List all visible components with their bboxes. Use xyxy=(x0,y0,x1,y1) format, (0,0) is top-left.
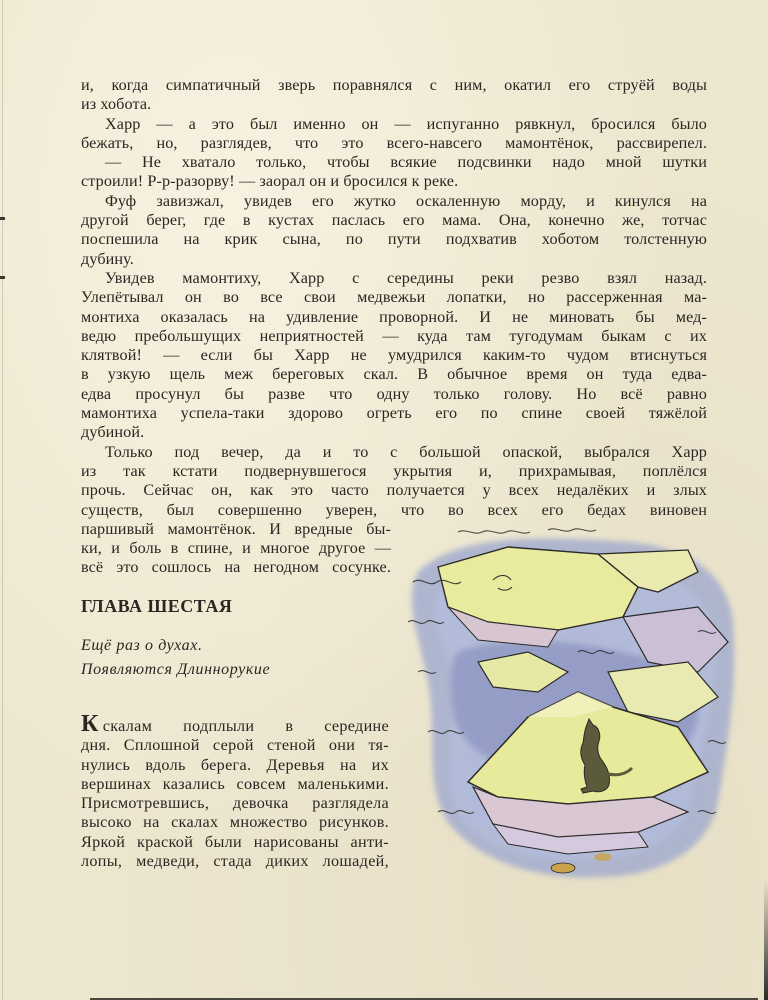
text-line: в узкую щель меж береговых скал. В обычное время он туда едва- xyxy=(81,365,707,384)
text-line: высоко на скалах множество рисунков. xyxy=(81,813,389,832)
text-line: нулись вдоль берега. Деревья на их xyxy=(81,755,389,774)
ice-floe-illustration-icon xyxy=(398,512,743,887)
text-line: другой берег, где в кустах паслась его мама. Она, конечно же, тотчас xyxy=(81,211,707,230)
text-line: из хобота. xyxy=(81,95,152,114)
text-line: мамонтиха успела-таки здорово огреть его по спине своей тяжёлой xyxy=(81,404,707,423)
text-line: из так кстати подвернувшегося укрытия и, прихрамывая, поплёлся xyxy=(81,461,707,480)
text-line: Яркой краской были нарисованы анти- xyxy=(81,832,389,851)
text-line: едва просунул бы разве что одну только голову. Но всё равно xyxy=(81,384,707,403)
text-line: Улепётывал он во все свои медвежьи лопатки, но рассерженная ма- xyxy=(81,288,707,307)
margin-mark xyxy=(0,217,5,220)
text-line: ки, и боль в спине, и многое другое — xyxy=(81,539,391,558)
body-text xyxy=(81,76,707,578)
text-line: существ, был совершенно уверен, что во всех его бедах виновен xyxy=(81,500,707,519)
text-line: поспешила на крик сына, по пути подхватив хоботом толстенную xyxy=(81,230,707,249)
text-line: Присмотревшись, девочка разглядела xyxy=(81,794,389,813)
text-line: Только под вечер, да и то с большой опаской, выбрался Харр xyxy=(105,442,707,461)
text-line: и, когда симпатичный зверь поравнялся с ним, окатил его струёй воды xyxy=(81,76,707,94)
text-line: клятвой! — если бы Харр не умудрился каким-то чудом втиснуться xyxy=(81,346,707,365)
text-line: прочь. Сейчас он, как это часто получается у всех недалёких и злых xyxy=(81,481,707,500)
chapter-subtitle-line: Появляются Длиннорукие xyxy=(81,661,271,678)
chapter-subtitle-line: Ещё раз о духах. xyxy=(81,637,203,654)
text-line: вершинах казались совсем маленькими. xyxy=(81,774,389,793)
chapter-subtitle xyxy=(81,634,270,682)
text-line: дубиной. xyxy=(81,423,145,442)
page-spine-line xyxy=(2,0,3,1000)
text-line: всё это сошлось на негодном сосунке. xyxy=(81,558,391,577)
text-line: паршивый мамонтёнок. И вредные бы- xyxy=(81,519,391,538)
chapter-text xyxy=(81,711,389,871)
text-line: лопы, медведи, стада диких лошадей, xyxy=(81,852,389,871)
text-line: — Не хватало только, чтобы всякие подсвинки надо мной шутки xyxy=(105,153,707,172)
text-line: дубину. xyxy=(81,249,134,268)
text-line: дня. Сплошной серой стеной они тя- xyxy=(81,736,389,755)
text-line: Увидев мамонтиху, Харр с середины реки резво взял назад. xyxy=(105,268,707,287)
text-line-first xyxy=(81,711,389,737)
text-line: бежать, но, разглядев, что это всего-навсего мамонтёнок, рассвирепел. xyxy=(81,133,707,152)
drop-cap: К xyxy=(81,711,99,737)
text-line-rest: скалам подплыли в середине xyxy=(102,717,389,735)
illustration-dog-on-ice-floe xyxy=(398,512,743,887)
text-line: монтиха оказалась на удивление проворной. И не миновать бы мед- xyxy=(81,307,707,326)
text-line: Харр — а это был именно он — испуганно рявкнул, бросился было xyxy=(105,114,707,133)
text-line: Фуф завизжал, увидев его жутко оскаленную морду, и кинулся на xyxy=(105,191,707,210)
page-right-edge xyxy=(764,880,768,1000)
text-line: строили! Р-р-разорву! — заорал он и бросился к реке. xyxy=(81,172,459,191)
text-line: ведю пребольшущих неприятностей — куда там тугодумам быкам с их xyxy=(81,326,707,345)
chapter-title: ГЛАВА ШЕСТАЯ xyxy=(81,596,233,616)
margin-mark xyxy=(0,276,5,279)
